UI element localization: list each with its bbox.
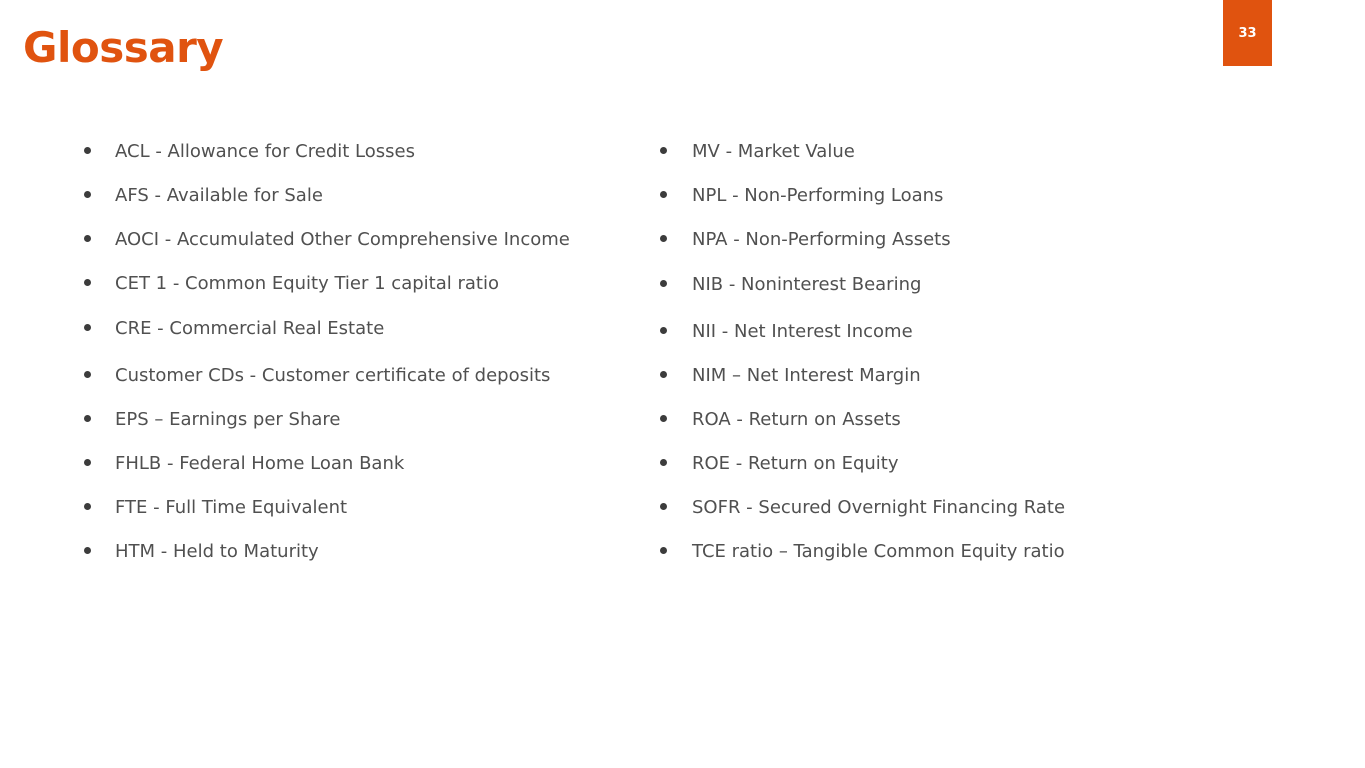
glossary-item-label: NPA - Non-Performing Assets	[692, 228, 951, 250]
glossary-item	[115, 271, 499, 295]
bullet-icon	[660, 547, 667, 554]
glossary-item	[692, 139, 855, 163]
bullet-icon	[660, 235, 667, 242]
bullet-icon	[84, 415, 91, 422]
bullet-icon	[84, 503, 91, 510]
bullet-icon	[84, 235, 91, 242]
bullet-icon	[84, 324, 91, 331]
glossary-item	[115, 407, 341, 431]
glossary-item	[692, 539, 1065, 563]
bullet-icon	[84, 371, 91, 378]
slide-title: Glossary	[23, 23, 224, 72]
page-number-tab	[1223, 0, 1272, 66]
glossary-item-label: AFS - Available for Sale	[115, 184, 323, 206]
glossary-item	[115, 539, 319, 563]
bullet-icon	[660, 415, 667, 422]
glossary-item-label: SOFR - Secured Overnight Financing Rate	[692, 496, 1066, 518]
glossary-item	[692, 227, 951, 251]
bullet-icon	[84, 459, 91, 466]
glossary-item	[115, 451, 404, 475]
bullet-icon	[660, 371, 667, 378]
glossary-item-label: AOCI - Accumulated Other Comprehensive Income	[115, 228, 570, 250]
bullet-icon	[84, 147, 91, 154]
glossary-item-label: ROA - Return on Assets	[692, 408, 901, 430]
glossary-item-label: NIM – Net Interest Margin	[692, 364, 921, 386]
glossary-item-label: ROE - Return on Equity	[692, 452, 899, 474]
bullet-icon	[660, 191, 667, 198]
glossary-item-label: ACL - Allowance for Credit Losses	[115, 140, 415, 162]
glossary-item-label: NIB - Noninterest Bearing	[692, 273, 922, 295]
glossary-item-label: CRE - Commercial Real Estate	[115, 317, 385, 339]
bullet-icon	[660, 280, 667, 287]
bullet-icon	[84, 279, 91, 286]
glossary-item-label: CET 1 - Common Equity Tier 1 capital ratio	[115, 272, 499, 294]
bullet-icon	[660, 327, 667, 334]
glossary-item	[115, 495, 347, 519]
glossary-item-label: TCE ratio – Tangible Common Equity ratio	[692, 540, 1065, 562]
glossary-item	[692, 451, 899, 475]
glossary-item	[115, 139, 415, 163]
glossary-item	[115, 183, 323, 207]
glossary-item	[692, 183, 943, 207]
glossary-item-label: FHLB - Federal Home Loan Bank	[115, 452, 405, 474]
bullet-icon	[660, 147, 667, 154]
glossary-item	[692, 363, 921, 387]
glossary-item-label: HTM - Held to Maturity	[115, 540, 319, 562]
glossary-item-label: MV - Market Value	[692, 140, 855, 162]
glossary-item	[115, 363, 550, 387]
bullet-icon	[84, 191, 91, 198]
glossary-item	[115, 227, 570, 251]
glossary-item	[692, 272, 921, 296]
glossary-item-label: NPL - Non-Performing Loans	[692, 184, 944, 206]
glossary-item	[692, 495, 1065, 519]
bullet-icon	[660, 459, 667, 466]
glossary-item	[692, 407, 901, 431]
glossary-item	[115, 316, 384, 340]
bullet-icon	[84, 547, 91, 554]
glossary-item-label: Customer CDs - Customer certificate of deposits	[115, 364, 551, 386]
page-number: 33	[1238, 25, 1257, 41]
bullet-icon	[660, 503, 667, 510]
glossary-item-label: FTE - Full Time Equivalent	[115, 496, 348, 518]
glossary-item	[692, 319, 913, 343]
glossary-item-label: EPS – Earnings per Share	[115, 408, 341, 430]
glossary-item-label: NII - Net Interest Income	[692, 320, 913, 342]
